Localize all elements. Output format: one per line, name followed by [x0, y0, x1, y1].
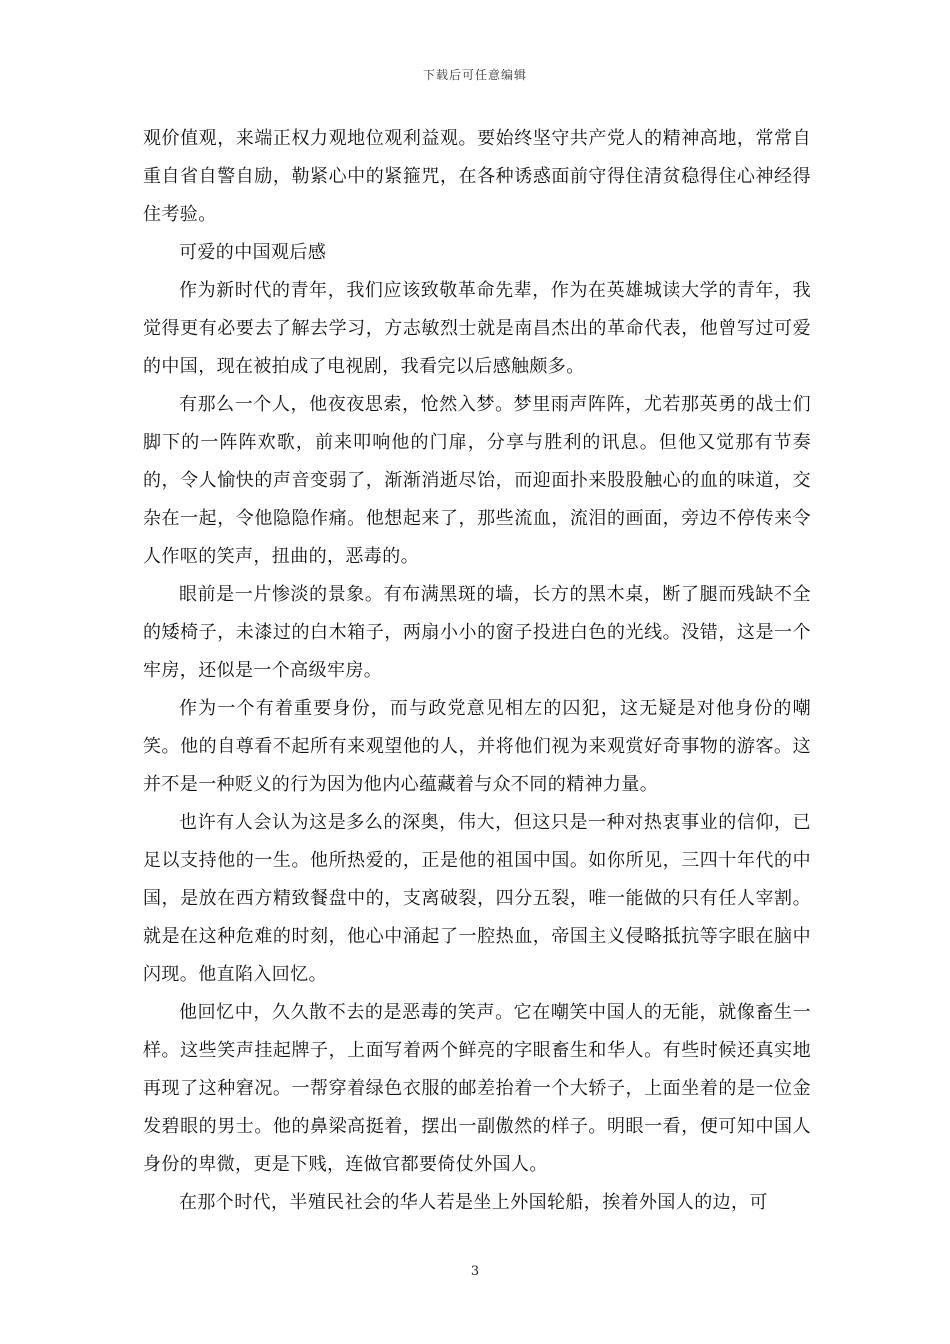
section-title: 可爱的中国观后感 — [179, 242, 327, 263]
paragraph: 眼前是一片惨淡的景象。有布满黑斑的墙，长方的黑木桌，断了腿而残缺不全的矮椅子，未漆过的白木箱子，两扇小小的窗子投进白色的光线。没错，这是一个牢房，还似是一个高级牢房。 — [143, 584, 811, 681]
page-header: 下载后可任意编辑 — [422, 68, 527, 82]
document-body — [143, 120, 811, 1222]
paragraph: 在那个时代，半殖民社会的华人若是坐上外国轮船，挨着外国人的边，可 — [179, 1192, 768, 1213]
page-number: 3 — [470, 1264, 480, 1279]
paragraph: 也许有人会认为这是多么的深奥，伟大，但这只是一种对热衷事业的信仰，已足以支持他的一生。他所热爱的，正是他的祖国中国。如你所见，三四十年代的中国，是放在西方精致餐盘中的，支离破裂，四分五裂，唯一能做的只有任人宰割。就是在这种危难的时刻，他心中涌起了一腔热血，帝国主义侵略抵抗等字眼在脑中闪现。他直陷入回忆。 — [143, 812, 811, 985]
paragraph: 作为一个有着重要身份，而与政党意见相左的囚犯，这无疑是对他身份的嘲笑。他的自尊看不起所有来观望他的人，并将他们视为来观赏好奇事物的游客。这并不是一种贬义的行为因为他内心蕴藏着与众不同的精神力量。 — [143, 698, 811, 795]
paragraph-continued: 观价值观，来端正权力观地位观利益观。要始终坚守共产党人的精神高地，常常自重自省自警自励，勒紧心中的紧箍咒，在各种诱惑面前守得住清贫稳得住心神经得住考验。 — [143, 128, 811, 225]
paragraph: 有那么一个人，他夜夜思索，怆然入梦。梦里雨声阵阵，尤若那英勇的战士们脚下的一阵阵欢歌，前来叩响他的门扉，分享与胜利的讯息。但他又觉那有节奏的，令人愉快的声音变弱了，渐渐消逝尽饴，而迎面扑来股股触心的血的味道，交杂在一起，令他隐隐作痛。他想起来了，那些流血，流泪的画面，旁边不停传来令人作呕的笑声，扭曲的，恶毒的。 — [143, 394, 811, 567]
paragraph: 他回忆中，久久散不去的是恶毒的笑声。它在嘲笑中国人的无能，就像畜生一样。这些笑声挂起牌子，上面写着两个鲜亮的字眼畜生和华人。有些时候还真实地再现了这种窘况。一帮穿着绿色衣服的邮差抬着一个大轿子，上面坐着的是一位金发碧眼的男士。他的鼻梁高挺着，摆出一副傲然的样子。明眼一看，便可知中国人身份的卑微，更是下贱，连做官都要倚仗外国人。 — [143, 1002, 811, 1175]
paragraph: 作为新时代的青年，我们应该致敬革命先辈，作为在英雄城读大学的青年，我觉得更有必要去了解去学习，方志敏烈士就是南昌杰出的革命代表，他曾写过可爱的中国，现在被拍成了电视剧，我看完以后感触颇多。 — [143, 280, 811, 377]
